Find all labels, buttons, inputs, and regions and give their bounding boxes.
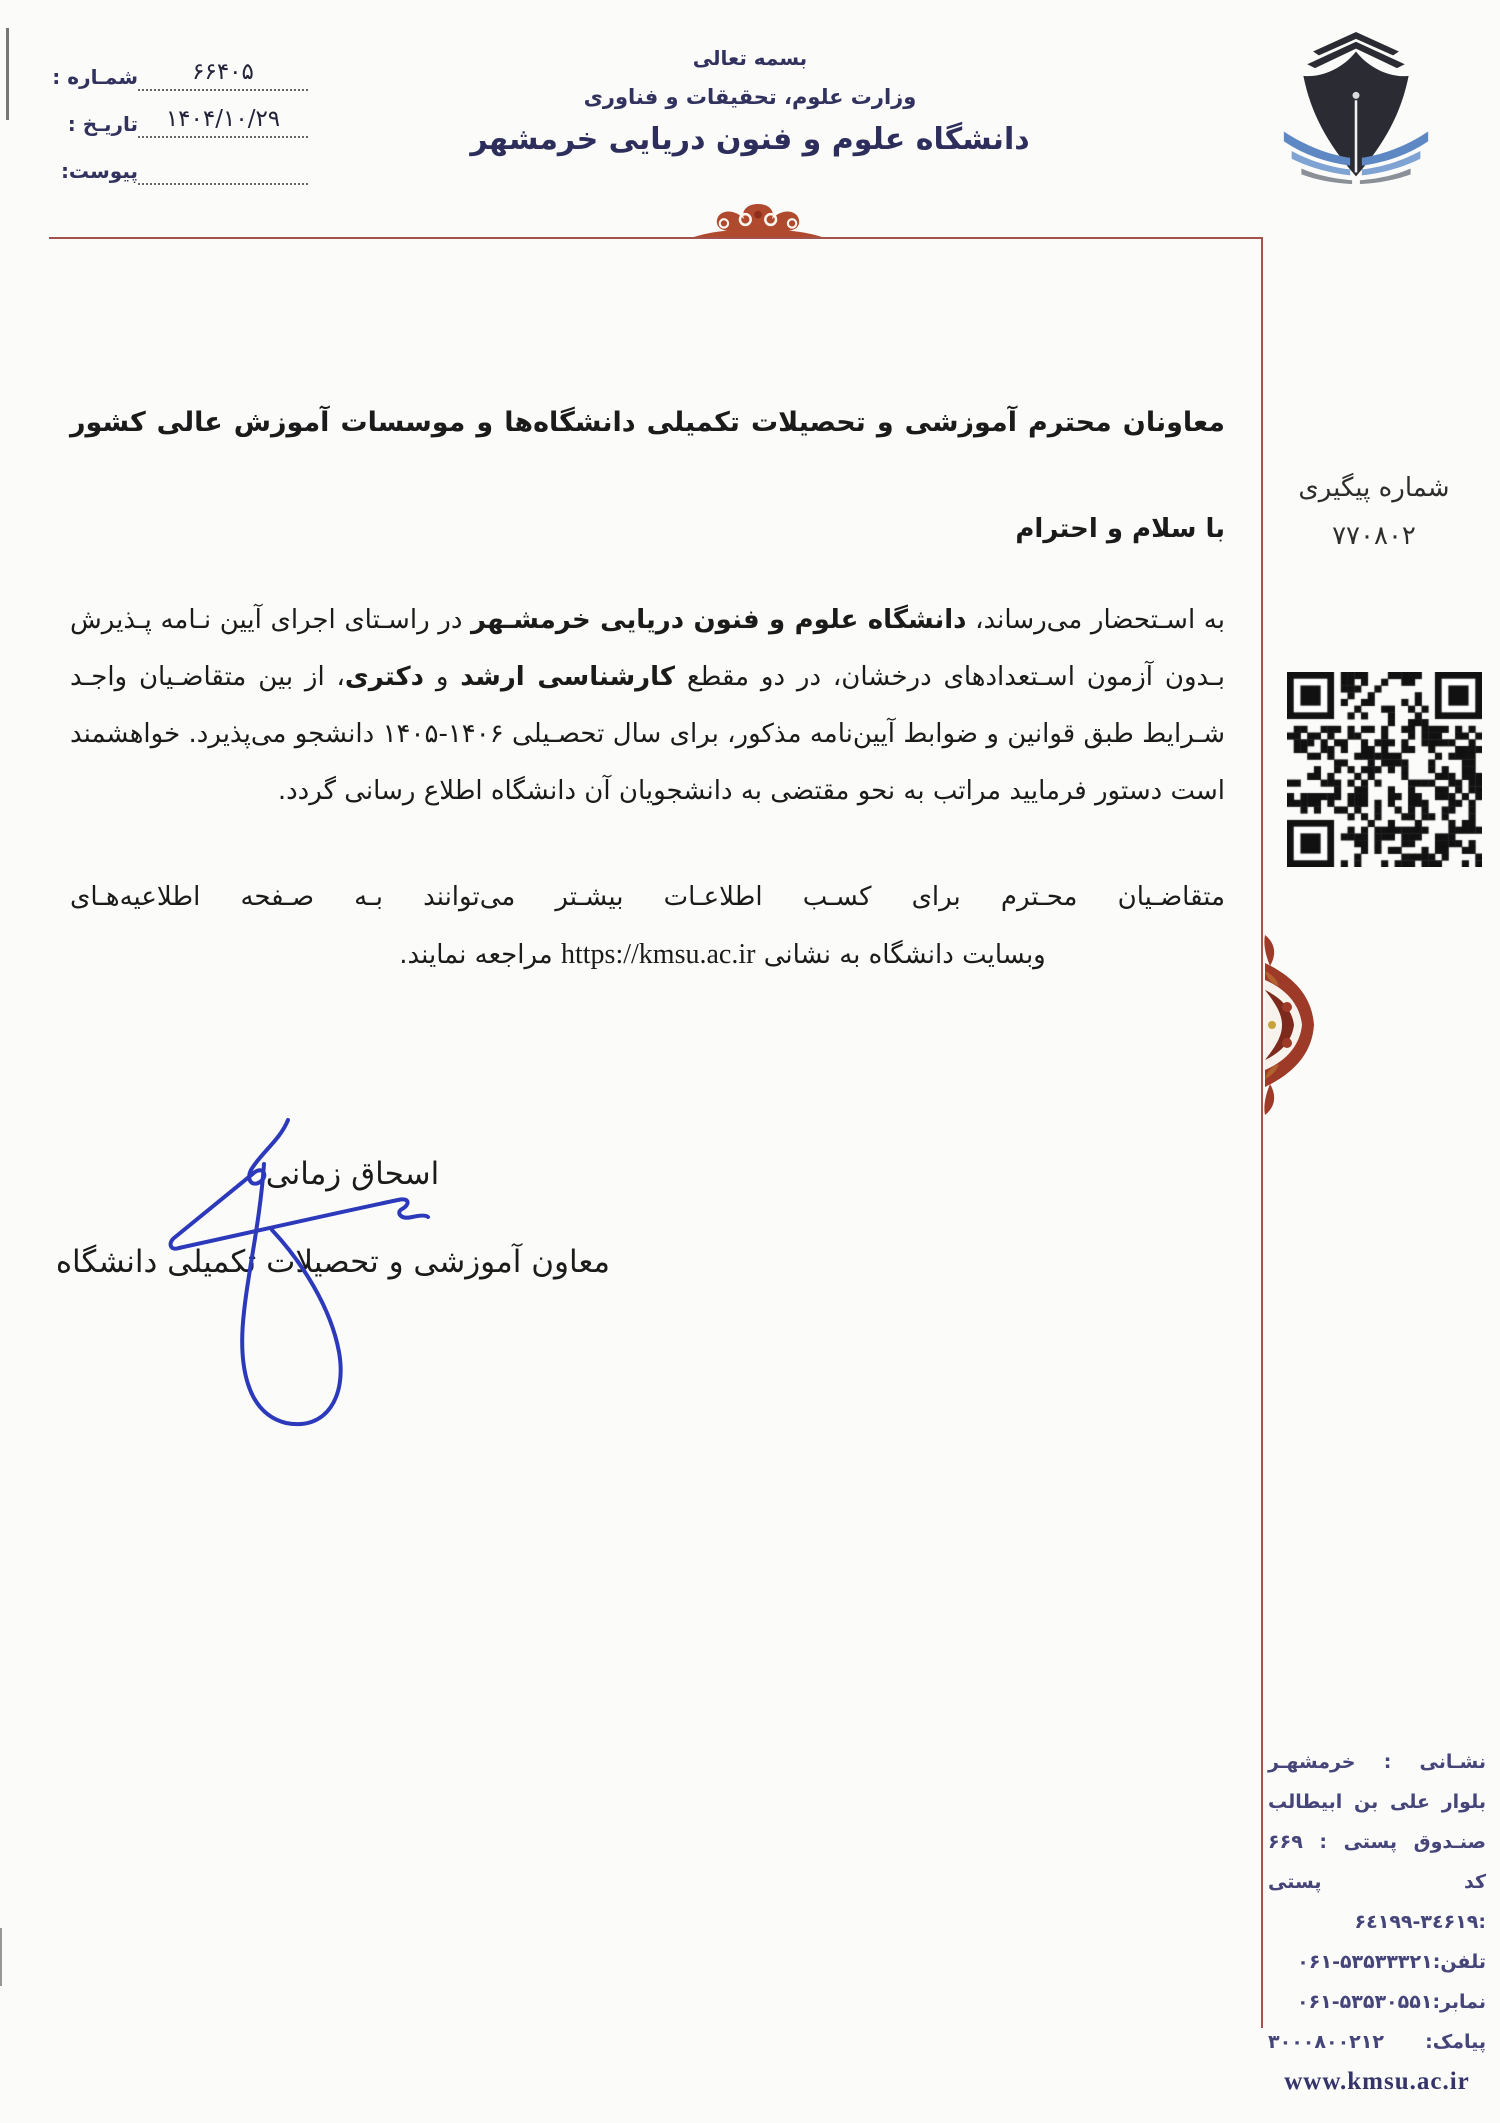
university-logo-icon <box>1278 26 1434 196</box>
ministry-name: وزارت علوم، تحقیقات و فناوری <box>583 85 917 109</box>
paragraph-info-line1: متقاضـیان محـترم برای کسـب اطلاعـات بیشـتر می‌توانند بـه صـفحه اطلاعیه‌هـای <box>70 882 1225 912</box>
p1-text: به اسـتحضار می‌رساند، <box>966 605 1225 635</box>
signer-title: معاون آموزشی و تحصیلات تکمیلی دانشگاه <box>55 1244 610 1280</box>
footer-address-line: بلوار علی بن ابیطالب <box>1268 1791 1486 1813</box>
attachment-label: پیوست: <box>60 159 138 183</box>
meta-row-date <box>50 91 308 138</box>
bismillah-text: بسمه تعالی <box>692 46 808 70</box>
p2-text: مراجعه نمایند. <box>399 940 561 970</box>
p1-text: ، از بین متقاضـیان واجـد شـرایط طبق قوانین و ضوابط آیین‌نامه مذکور، برای سال تحصـیلی ۱۴۰۶-۱۴۰۵ دانشجو می‌پذیرد. خواهشمند است دستور فرمایید مراتب به نحو مقتضی به دانشجویان آن دانشگاه اطلاع رسانی گردد. <box>70 662 1225 806</box>
floral-scroll-ornament-icon <box>688 202 828 239</box>
handwritten-signature-icon <box>160 1112 432 1444</box>
number-value: ۶۶۴۰۵ <box>138 59 308 91</box>
signer-name: اسحاق زمانی <box>265 1156 440 1192</box>
website-url-text: https://kmsu.ac.ir <box>561 939 756 970</box>
letter-meta-block <box>50 44 308 185</box>
footer-fax-line: نمابر:۵۳۵۳۰۵۵۱-۰۶۱ <box>1296 1991 1486 2013</box>
tracking-label: شماره پیگیری <box>1298 473 1450 503</box>
arabesque-medallion-ornament-icon <box>1262 933 1320 1117</box>
p1-masters-bold: کارشناسی ارشد <box>460 662 675 692</box>
footer-pobox-line: صنـدوق پستی : ۶۶۹ <box>1268 1831 1486 1853</box>
footer-postalcode-line: کد پستی :۳٤۶۱۹-۶٤۱۹۹ <box>1268 1871 1486 1933</box>
p1-text: در راسـتای اجرای آیین نـامه پـذیرش بـدون آزمون اسـتعدادهای درخشان، در دو مقطع <box>70 605 1225 692</box>
qr-code <box>1287 672 1482 867</box>
scan-artifact <box>6 28 9 120</box>
footer-sms-line: پیامک: ۳۰۰۰۸۰۰۲۱۲ <box>1268 2031 1486 2053</box>
attachment-value <box>138 153 308 185</box>
letterhead-center <box>375 46 1125 157</box>
paragraph-info-line2 <box>70 926 1225 984</box>
p1-university-bold: دانشگاه علوم و فنون دریایی خرمشـهر <box>471 605 967 635</box>
footer-address-line: نشـانی : خرمشهـر <box>1268 1751 1486 1773</box>
scan-artifact <box>0 1928 2 1986</box>
p1-phd-bold: دکتری <box>344 662 424 692</box>
footer-phone-line: تلفن:۵۳۵۳۳۳۲۱-۰۶۱ <box>1297 1951 1486 1973</box>
recipient-line: معاونان محترم آموزشی و تحصیلات تکمیلی دانشگاه‌ها و موسسات آموزش عالی کشور <box>70 407 1225 438</box>
p1-text: و <box>424 662 461 692</box>
paragraph-main <box>70 592 1225 820</box>
meta-row-attachment <box>50 138 308 185</box>
date-value: ۱۴۰۴/۱۰/۲۹ <box>138 106 308 138</box>
footer-contact-block <box>1268 1742 1486 2102</box>
frame-top-line <box>49 237 1263 239</box>
tracking-value: ۷۷۰۸۰۲ <box>1332 521 1416 551</box>
letter-body <box>70 398 1225 984</box>
footer-website: www.kmsu.ac.ir <box>1284 2068 1470 2095</box>
salutation-line: با سلام و احترام <box>1015 514 1225 544</box>
meta-row-number <box>50 44 308 91</box>
frame-right-line <box>1261 237 1263 2028</box>
p2-text: وبسایت دانشگاه به نشانی <box>755 940 1046 970</box>
university-name: دانشگاه علوم و فنون دریایی خرمشهر <box>470 122 1030 157</box>
tracking-block <box>1268 464 1480 560</box>
date-label: تاریـخ : <box>67 112 138 136</box>
number-label: شمـاره : <box>52 65 138 89</box>
